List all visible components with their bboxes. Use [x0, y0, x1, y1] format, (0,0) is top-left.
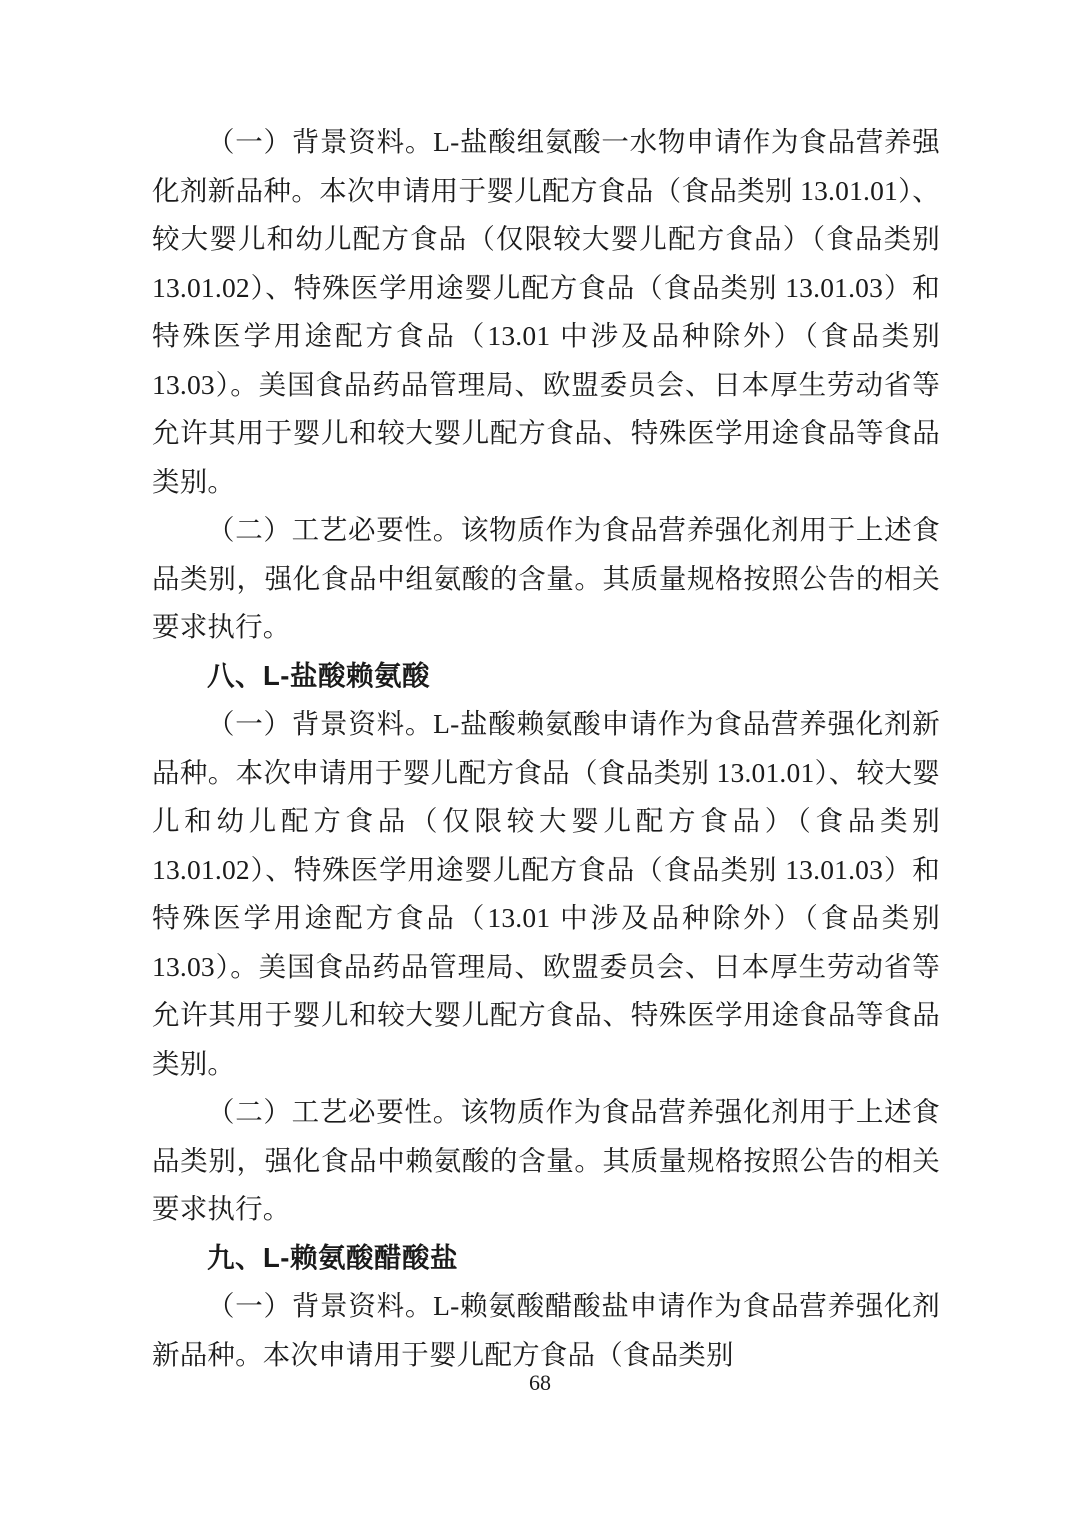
heading-section-nine: 九、L-赖氨酸醋酸盐 [207, 1241, 458, 1273]
paragraph-process-necessity-histidine: （二）工艺必要性。该物质作为食品营养强化剂用于上述食品类别，强化食品中组氨酸的含量。其质量规格按照公告的相关要求执行。 [152, 514, 940, 642]
paragraph-background-lysine-hcl: （一）背景资料。L-盐酸赖氨酸申请作为食品营养强化剂新品种。本次申请用于婴儿配方食品（食品类别 13.01.01）、较大婴儿和幼儿配方食品（仅限较大婴儿配方食品）（食品类别 13.01.02）、特殊医学用途婴儿配方食品（食品类别 13.01.03）和特殊医学用途配方食品（13.01 中涉及品种除外）（食品类别 13.03）。美国食品药品管理局、欧盟委员会、日本厚生劳动省等允许其用于婴儿和较大婴儿配方食品、特殊医学用途食品等食品类别。 [152, 708, 940, 1079]
page-number: 68 [529, 1370, 551, 1395]
heading-section-eight: 八、L-盐酸赖氨酸 [207, 659, 430, 691]
document-body [152, 118, 940, 1379]
paragraph-process-necessity-lysine-hcl: （二）工艺必要性。该物质作为食品营养强化剂用于上述食品类别，强化食品中赖氨酸的含量。其质量规格按照公告的相关要求执行。 [152, 1096, 940, 1224]
paragraph-background-lysine-acetate: （一）背景资料。L-赖氨酸醋酸盐申请作为食品营养强化剂新品种。本次申请用于婴儿配方食品（食品类别 [152, 1290, 940, 1370]
paragraph-background-histidine: （一）背景资料。L-盐酸组氨酸一水物申请作为食品营养强化剂新品种。本次申请用于婴儿配方食品（食品类别 13.01.01）、较大婴儿和幼儿配方食品（仅限较大婴儿配方食品）（食品类别 13.01.02）、特殊医学用途婴儿配方食品（食品类别 13.01.03）和特殊医学用途配方食品（13.01 中涉及品种除外）（食品类别 13.03）。美国食品药品管理局、欧盟委员会、日本厚生劳动省等允许其用于婴儿和较大婴儿配方食品、特殊医学用途食品等食品类别。 [152, 126, 940, 497]
